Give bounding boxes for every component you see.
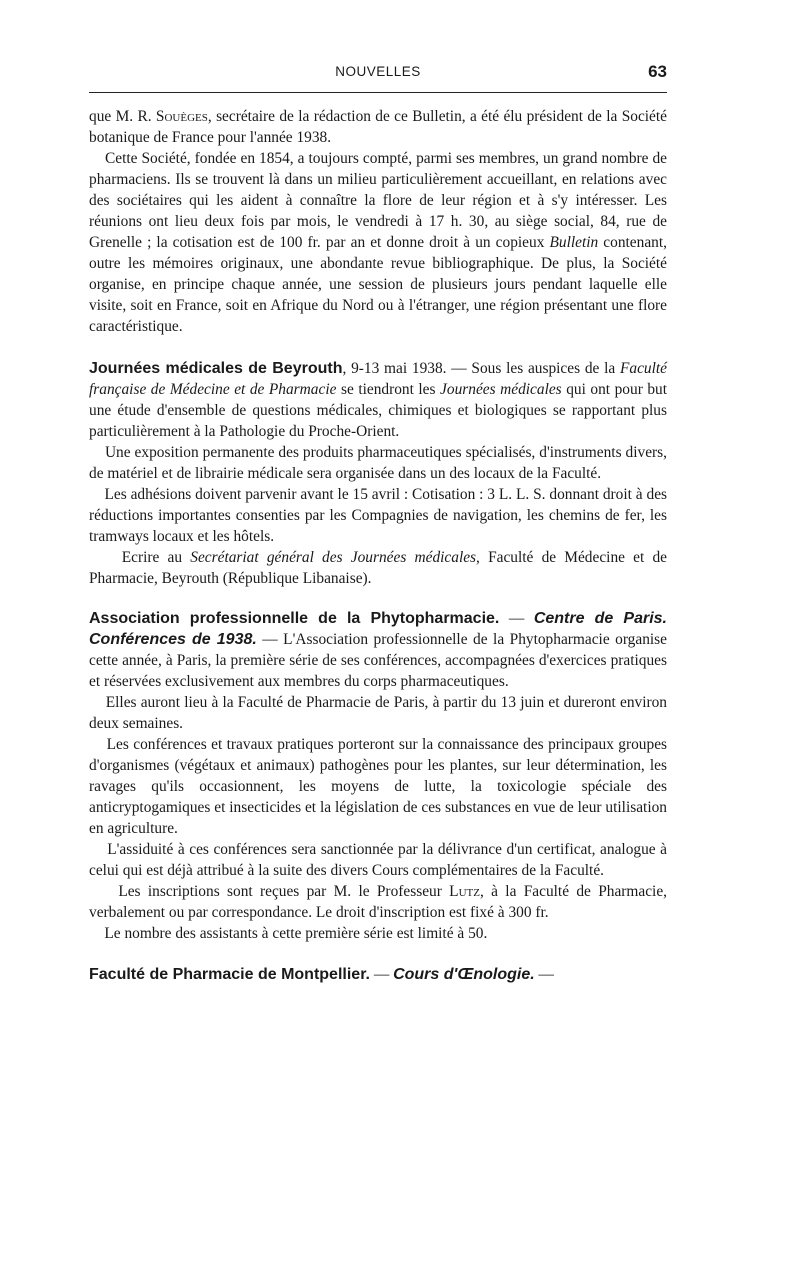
paragraph-certificat [89,839,667,881]
text-run: — [499,610,534,627]
paragraph-exposition [89,442,667,484]
text-run: , à la Faculté de Pharmacie, verbalement ou par correspondance. Le droit d'inscription est fixé à 300 fr. [89,883,668,921]
paragraph-phyto-intro [89,608,667,692]
text-run: Elles auront lieu à la Faculté de Pharmacie de Paris, à partir du 13 juin et dureront environ deux semaines. [89,694,667,732]
paragraph-ecrire [89,547,667,589]
paragraph-inscriptions [89,881,667,923]
section-title: Association professionnelle de la Phytopharmacie. [89,610,500,627]
section-title: Journées médicales de Beyrouth [89,360,343,377]
text-run: — L'Association professionnelle de la Phytopharmacie organise cette année, à Paris, la première série de ses conférences, accompagnées d'exercices pratiques et réservées exclusivement aux membres du corps pharmaceutiques. [89,631,667,690]
paragraph-montpellier [89,964,667,985]
text-run: , secrétaire de la rédaction de ce Bulletin, a été élu président de la Société botanique de France pour l'année 1938. [89,108,667,146]
text-run: Une exposition permanente des produits pharmaceutiques spécialisés, d'instruments divers, de matériel et de librairie médicale sera organisée dans un des locaux de la Faculté. [89,444,667,482]
section-subtitle: Cours d'Œnologie. [393,966,535,983]
text-run: Les conférences et travaux pratiques porteront sur la connaissance des principaux groupes d'organismes (végétaux et animaux) pathogènes pour les plantes, sur leur détermination, les ravages qu'ils occasionnent, les moyens de lutte, la toxicologie spéciale des anticryptogamiques et insecticides et la législation de ces substances en vue de leur utilisation en agriculture. [89,736,668,837]
section-title: Faculté de Pharmacie de Montpellier. [89,966,370,983]
text-run: Ecrire au [121,549,191,566]
text-run: que M. R. [89,108,156,125]
event-name: Journées médicales [440,381,562,398]
secretariat-name: Secrétariat général des Journées médicales [190,549,477,566]
text-run: , Faculté de Médecine et de Pharmacie, Beyrouth (République Libanaise). [89,549,667,587]
text-run: , 9-13 mai 1938. — Sous les auspices de la [342,360,620,377]
text-run: L'assiduité à ces conférences sera sanctionnée par la délivrance d'un certificat, analogue à celui qui est déjà attribué à la suite des divers Cours complémentaires de la Faculté. [89,841,668,879]
page-number: 63 [648,62,667,81]
text-run: Le nombre des assistants à cette première série est limité à 50. [104,925,488,942]
paragraph-souegès [89,106,667,148]
text-run: — [369,966,394,983]
section-journees-beyrouth [89,358,667,589]
institution-name: Faculté française de Médecine et de Pharmacie [89,360,667,398]
section-montpellier [89,964,667,985]
section-subtitle: Centre de Paris. Conférences de 1938. [89,610,667,648]
section-phytopharmacie [89,608,667,944]
running-title: NOUVELLES [335,64,421,79]
paragraph-beyrouth-intro [89,358,667,442]
paragraph-adhesions [89,484,667,547]
text-run: se tiendront les [336,381,441,398]
person-name: Souèges [155,108,208,125]
text-run: — [534,966,554,983]
paragraph-programme [89,734,667,839]
bulletin-title: Bulletin [549,234,599,251]
text-run: contenant, outre les mémoires originaux, une abondante revue bibliographique. De plus, la Société organise, en principe chaque année, une session de plusieurs jours pendant laquelle elle visite, soit en France, soit en Afrique du Nord ou à l'étranger, une région présentant une flore caractéristique. [89,234,667,335]
document-page [89,62,667,985]
paragraph-limite [89,923,667,944]
text-run: Cette Société, fondée en 1854, a toujours compté, parmi ses membres, un grand nombre de pharmaciens. Ils se trouvent là dans un milieu particulièrement accueillant, en relations avec des sociétaires qui les aident à connaître la flore de leur région et à s'y intéresser. Les réunions ont lieu deux fois par mois, le vendredi à 17 h. 30, au siège social, 84, rue de Grenelle ; la cotisation est de 100 fr. par an et donne droit à un copieux [89,150,667,251]
paragraph-lieu [89,692,667,734]
article-body [89,106,667,985]
text-run: qui ont pour but une étude d'ensemble de questions médicales, chimiques et biologiques se rapportant plus particulièrement à la Pathologie du Proche-Orient. [89,381,668,440]
text-run: Les inscriptions sont reçues par M. le Professeur [118,883,450,900]
person-name: Lutz [449,883,480,900]
text-run: Les adhésions doivent parvenir avant le 15 avril : Cotisation : 3 L. L. S. donnant droit à des réductions importantes consenties par les Compagnies de navigation, les chemins de fer, les tramways locaux et les hôtels. [89,486,668,545]
page-header [89,62,667,93]
paragraph-societe-botanique [89,148,667,337]
